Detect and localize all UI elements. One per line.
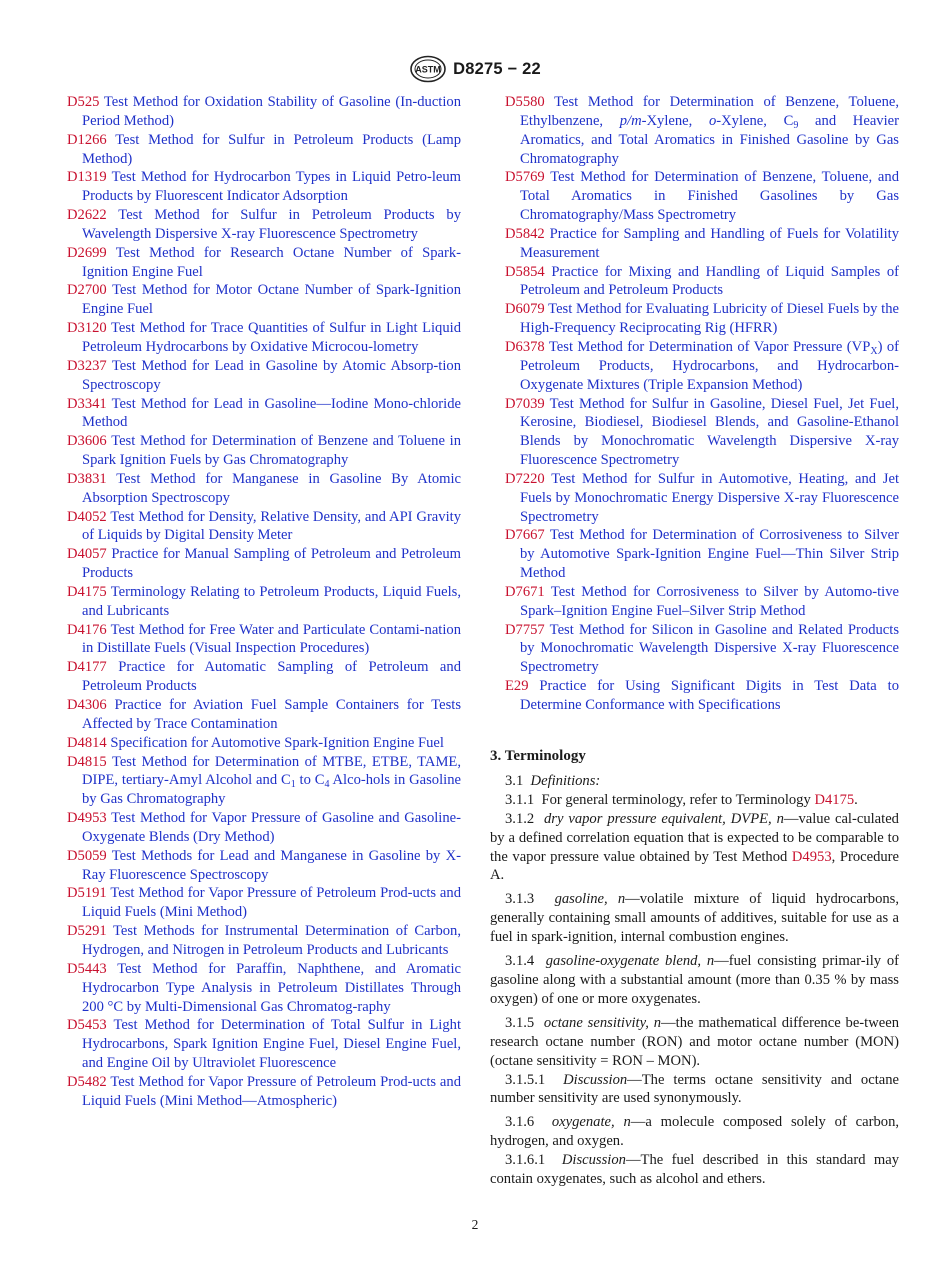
- reference-title-link[interactable]: Test Method for Motor Octane Number of Spark-Ignition Engine Fuel: [82, 282, 461, 318]
- test-method-link-d4953[interactable]: D4953: [791, 848, 832, 865]
- astm-logo-icon: [409, 55, 447, 83]
- logo-text: ASTM: [415, 64, 441, 75]
- reference-title-link[interactable]: Test Method for Silicon in Gasoline and Related Products by Monochromatic Wavelength Dispersive X-ray Fluorescence Spectrometry: [520, 621, 900, 676]
- document-number: D8275 − 22: [453, 59, 541, 78]
- reference-title-link[interactable]: Test Method for Vapor Pressure of Petroleum Prod-ucts and Liquid Fuels (Mini Method—Atmospheric): [82, 1073, 461, 1109]
- reference-title-link[interactable]: Test Method for Determination of Total Sulfur in Light Hydrocarbons, Spark Ignition Engine Fuel, Diesel Engine Fuel, and Engine Oil by Ultraviolet Fluorescence: [82, 1017, 461, 1072]
- reference-title-link[interactable]: Test Method for Free Water and Particulate Contami-nation in Distillate Fuels (Visual Inspection Procedures): [82, 621, 462, 657]
- reference-title-link[interactable]: Test Method for Determination of Vapor Pressure $(VP_X)$ of Petroleum Products, Hydrocarbons, and Hydrocarbon-Oxygenate Mixtures (Triple Expansion Method): [520, 338, 899, 393]
- reference-code-link[interactable]: D4177: [67, 659, 107, 676]
- reference-item: [505, 526, 899, 583]
- page-header: [0, 54, 950, 84]
- reference-code-link[interactable]: D4052: [67, 508, 107, 525]
- reference-code-link[interactable]: D6079: [505, 301, 545, 318]
- reference-item: [67, 1016, 461, 1073]
- reference-code-link[interactable]: D3831: [67, 470, 107, 487]
- reference-item: [67, 734, 461, 753]
- page-number: 2: [471, 1217, 479, 1232]
- reference-item: [67, 508, 461, 546]
- reference-item: [67, 319, 461, 357]
- reference-code-link[interactable]: D5291: [67, 923, 107, 940]
- reference-code-link[interactable]: D4175: [67, 583, 107, 600]
- reference-code-link[interactable]: D5580: [505, 94, 545, 110]
- reference-code-link[interactable]: D525: [67, 94, 100, 110]
- reference-title-link[interactable]: Practice for Sampling and Handling of Fuels for Volatility Measurement: [520, 225, 899, 261]
- references-left-column: [67, 93, 461, 1111]
- reference-title-link[interactable]: Test Method for Vapor Pressure of Gasoline and Gasoline-Oxygenate Blends (Dry Method): [82, 810, 461, 845]
- reference-code-link[interactable]: D4057: [67, 546, 107, 563]
- reference-item: [505, 621, 899, 678]
- reference-code-link[interactable]: D5854: [505, 263, 545, 280]
- reference-title-link[interactable]: Test Methods for Instrumental Determination of Carbon, Hydrogen, and Nitrogen in Petroleum Products and Lubricants: [82, 923, 461, 958]
- reference-item: [67, 206, 461, 244]
- terminology-link-d4175[interactable]: D4175: [814, 791, 855, 808]
- reference-item: [67, 131, 461, 169]
- reference-code-link[interactable]: D5191: [67, 885, 107, 902]
- terminology-section: [490, 747, 899, 1189]
- reference-title-link[interactable]: Practice for Manual Sampling of Petroleum and Petroleum Products: [82, 546, 461, 582]
- reference-code-link[interactable]: D2700: [67, 282, 107, 299]
- reference-code-link[interactable]: D5482: [67, 1073, 107, 1090]
- reference-code-link[interactable]: D7039: [505, 395, 545, 412]
- reference-item: [505, 470, 899, 527]
- reference-title-link[interactable]: Test Method for Lead in Gasoline—Iodine Mono-chloride Method: [82, 395, 461, 431]
- reference-title-link[interactable]: Test Method for Corrosiveness to Silver by Automo-tive Spark–Ignition Engine Fuel–Silver Strip Method: [520, 583, 899, 619]
- reference-item: [505, 583, 899, 621]
- reference-title-link[interactable]: Practice for Aviation Fuel Sample Containers for Tests Affected by Trace Contamination: [82, 697, 461, 732]
- reference-code-link[interactable]: D4814: [67, 734, 107, 751]
- reference-item: [67, 93, 461, 131]
- reference-title-link[interactable]: Test Method for Hydrocarbon Types in Liquid Petro-leum Products by Fluorescent Indicator Adsorption: [82, 169, 461, 205]
- reference-item: [67, 847, 461, 885]
- reference-code-link[interactable]: D4953: [67, 810, 107, 827]
- reference-item: [67, 545, 461, 583]
- reference-code-link[interactable]: D5059: [67, 847, 107, 864]
- reference-title-link[interactable]: Test Method for Sulfur in Petroleum Products by Wavelength Dispersive X-ray Fluorescence Spectrometry: [82, 207, 461, 242]
- reference-code-link[interactable]: D7220: [505, 470, 545, 487]
- reference-code-link[interactable]: D7667: [505, 527, 545, 544]
- paragraph-3-1-6: 3.1.6 oxygenate, n—a molecule composed solely of carbon, hydrogen, and oxygen.: [490, 1114, 900, 1150]
- reference-title-link[interactable]: Test Method for Oxidation Stability of Gasoline (In-duction Period Method): [82, 94, 461, 129]
- reference-code-link[interactable]: D3120: [67, 320, 107, 337]
- reference-code-link[interactable]: D5842: [505, 225, 545, 242]
- reference-code-link[interactable]: D4306: [67, 697, 107, 713]
- reference-code-link[interactable]: D1319: [67, 169, 107, 186]
- reference-title-link[interactable]: Test Method for Determination of Benzene, Toluene, and Total Aromatics in Finished Gasolines by Gas Chromatography/Mass Spectrometry: [520, 169, 899, 224]
- reference-title-link[interactable]: Test Method for Paraffin, Naphthene, and Aromatic Hydrocarbon Type Analysis in Petroleum Distillates Through 200 °C by Multi-Dimensional Gas Chromatog-raphy: [82, 960, 461, 1015]
- reference-code-link[interactable]: D1266: [67, 131, 107, 148]
- reference-title-link[interactable]: Terminology Relating to Petroleum Products, Liquid Fuels, and Lubricants: [82, 583, 462, 619]
- reference-title-link[interactable]: Test Method for Research Octane Number of Spark-Ignition Engine Fuel: [82, 244, 461, 280]
- reference-item: [67, 922, 461, 960]
- reference-item: [67, 168, 461, 206]
- reference-code-link[interactable]: D7671: [505, 583, 545, 600]
- reference-code-link[interactable]: D2699: [67, 244, 107, 261]
- reference-item: [67, 753, 461, 810]
- reference-code-link[interactable]: D7757: [505, 621, 545, 638]
- reference-title-link[interactable]: Test Method for Determination of Benzene and Toluene in Spark Ignition Fuels by Gas Chromatography: [82, 433, 461, 469]
- paragraph-3-1-1: 3.1.1 For general terminology, refer to Terminology D4175.: [505, 791, 858, 808]
- reference-title-link[interactable]: Test Methods for Lead and Manganese in Gasoline by X-Ray Fluorescence Spectroscopy: [82, 847, 461, 883]
- paragraph-3-1-3: 3.1.3 gasoline, n—volatile mixture of liquid hydrocarbons, generally containing small amounts of additives, suitable for use as a fuel in spark-ignition, internal combustion engines.: [490, 891, 899, 946]
- reference-code-link[interactable]: D5769: [505, 169, 545, 186]
- reference-code-link[interactable]: D3237: [67, 357, 107, 374]
- reference-item: [67, 696, 461, 734]
- paragraph-3-1-4: 3.1.4 gasoline-oxygenate blend, n—fuel consisting primar-ily of gasoline along with a substantial amount (more than 0.35 % by mass oxygen) of one or more oxygenates.: [490, 953, 899, 1007]
- paragraph-3-1: 3.1 Definitions:: [505, 772, 601, 789]
- reference-title-link[interactable]: Test Method for Sulfur in Petroleum Products (Lamp Method): [82, 131, 461, 167]
- reference-item: [67, 357, 461, 395]
- section-heading: 3. Terminology: [490, 748, 586, 764]
- reference-item: [505, 395, 899, 470]
- reference-item: [67, 658, 461, 696]
- reference-item: [505, 225, 899, 263]
- reference-item: [67, 884, 461, 922]
- reference-title-link[interactable]: Test Method for Sulfur in Gasoline, Diesel Fuel, Jet Fuel, Kerosine, Biodiesel, Biodiesel Blends, and Gasoline-Ethanol Blends by Monochromatic Wavelength Dispersive X-ray Fluorescence Spectrometry: [520, 395, 899, 469]
- reference-code-link[interactable]: D4815: [67, 753, 107, 770]
- reference-title-link[interactable]: Practice for Mixing and Handling of Liquid Samples of Petroleum and Petroleum Products: [520, 263, 899, 299]
- paragraph-3-1-5: 3.1.5 octane sensitivity, n—the mathematical difference be-tween research octane number (RON) and motor octane number (MON) (octane sensitivity = RON – MON).: [490, 1014, 900, 1069]
- paragraph-3-1-6-1: 3.1.6.1 Discussion—The fuel described in this standard may contain oxygenates, such as alcohol and ethers.: [490, 1152, 900, 1188]
- reference-item: [67, 281, 461, 319]
- reference-item: [67, 583, 461, 621]
- reference-code-link[interactable]: D5453: [67, 1017, 107, 1034]
- reference-title-link[interactable]: Test Method for Determination of MTBE, ETBE, TAME, DIPE, tertiary-Amyl Alcohol and $C_1$ to $C_4$ Alco-hols in Gasoline by Gas Chromatography: [82, 753, 461, 808]
- reference-title-link[interactable]: Test Method for Evaluating Lubricity of Diesel Fuels by the High-Frequency Reciprocating Rig (HFRR): [520, 301, 899, 337]
- reference-item: [67, 395, 461, 433]
- reference-item: [67, 621, 461, 659]
- paragraph-3-1-5-1: 3.1.5.1 Discussion—The terms octane sensitivity and octane number sensitivity are used synonymously.: [490, 1071, 900, 1107]
- paragraph-3-1-2: 3.1.2 dry vapor pressure equivalent, DVPE, n—value cal-culated by a defined correlation equation that is expected to be comparable to the vapor pressure value obtained by Test Method D4953, Procedure A.: [490, 810, 899, 884]
- reference-title-link[interactable]: Test Method for Sulfur in Automotive, Heating, and Jet Fuels by Monochromatic Energy Dispersive X-ray Fluorescence Spectrometry: [520, 470, 899, 525]
- reference-code-link[interactable]: D3606: [67, 433, 107, 450]
- reference-item: [505, 93, 899, 168]
- reference-item: [505, 338, 899, 395]
- reference-title-link[interactable]: Test Method for Density, Relative Density, and API Gravity of Liquids by Digital Density Meter: [82, 508, 461, 544]
- reference-title-link[interactable]: Test Method for Determination of Corrosiveness to Silver by Automotive Spark-Ignition Engine Fuel—Thin Silver Strip Method: [520, 527, 899, 582]
- reference-item: [505, 677, 899, 715]
- reference-item: [505, 263, 899, 301]
- reference-title-link[interactable]: Practice for Automatic Sampling of Petroleum and Petroleum Products: [82, 659, 462, 695]
- reference-code-link[interactable]: D4176: [67, 621, 107, 638]
- reference-item: [505, 300, 899, 338]
- reference-title-link[interactable]: Specification for Automotive Spark-Ignition Engine Fuel: [110, 734, 444, 751]
- reference-item: [505, 168, 899, 225]
- reference-title-link[interactable]: Test Method for Determination of Benzene, Toluene, Ethylbenzene, p/m-Xylene, o-Xylene, $C_9$ and Heavier Aromatics, and Total Aromatics in Finished Gasoline by Gas Chromatography: [520, 94, 899, 167]
- reference-code-link[interactable]: D6378: [505, 338, 545, 355]
- reference-title-link[interactable]: Test Method for Trace Quantities of Sulfur in Light Liquid Petroleum Hydrocarbons by Oxidative Microcou-lometry: [82, 320, 462, 355]
- reference-item: [67, 470, 461, 508]
- reference-title-link[interactable]: Test Method for Manganese in Gasoline By Atomic Absorption Spectroscopy: [82, 470, 461, 506]
- reference-code-link[interactable]: D3341: [67, 395, 107, 412]
- reference-item: [67, 960, 461, 1017]
- reference-code-link[interactable]: D5443: [67, 960, 107, 977]
- reference-item: [67, 432, 461, 470]
- reference-item: [67, 244, 461, 282]
- reference-code-link[interactable]: D2622: [67, 207, 107, 224]
- reference-item: [67, 809, 461, 847]
- reference-title-link[interactable]: Practice for Using Significant Digits in Test Data to Determine Conformance with Specifications: [520, 678, 899, 713]
- reference-item: [67, 1073, 461, 1111]
- reference-code-link[interactable]: E29: [505, 678, 529, 695]
- reference-title-link[interactable]: Test Method for Lead in Gasoline by Atomic Absorp-tion Spectroscopy: [82, 357, 461, 393]
- references-right-column: [505, 93, 899, 715]
- reference-title-link[interactable]: Test Method for Vapor Pressure of Petroleum Prod-ucts and Liquid Fuels (Mini Method): [82, 885, 461, 921]
